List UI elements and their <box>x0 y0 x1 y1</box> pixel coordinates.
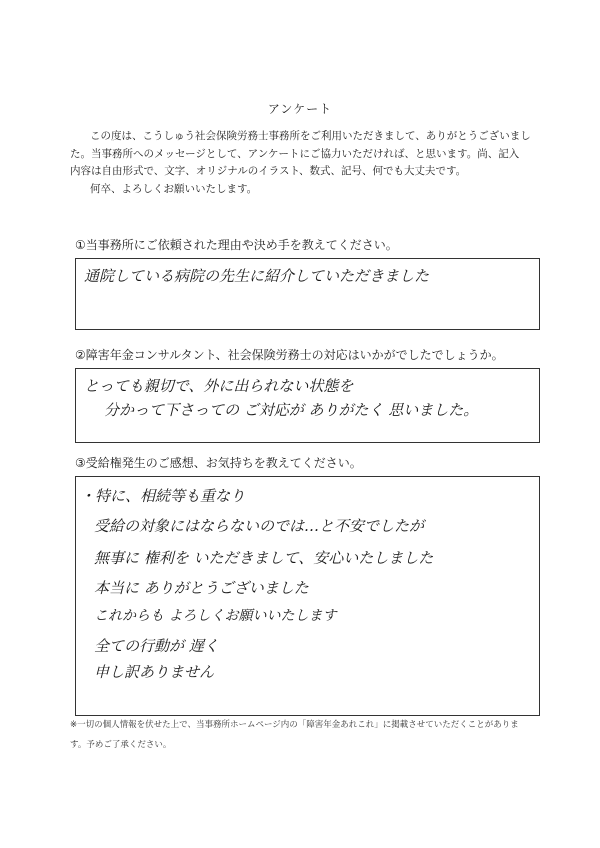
footer-note-line: ※一切の個人情報を伏せた上で、当事務所ホームページ内の「障害年金あれこれ」に掲載させていただくことがありま <box>70 720 519 730</box>
answer-3-line: 全ての行動が 遅く <box>94 637 219 655</box>
answer-1-line: 通院している病院の先生に紹介していただきました <box>84 267 430 285</box>
answer-2-line: 分かって下さっての ご対応が ありがたく 思いました。 <box>104 401 479 419</box>
intro-line: た。当事務所へのメッセージとして、アンケートにご協力いただければ、と思います。尚、記入 <box>70 147 520 160</box>
answer-3-line: 本当に ありがとうございました <box>94 579 309 597</box>
answer-1-box <box>75 258 540 330</box>
page-title: アンケート <box>267 102 333 116</box>
intro-line: この度は、こうしゅう社会保険労務士事務所をご利用いただきまして、ありがとうございまし <box>90 130 531 142</box>
intro-line: 内容は自由形式で、文字、オリジナルのイラスト、数式、記号、何でも大丈夫です。 <box>70 165 467 177</box>
question-1-label: ①当事務所にご依頼された理由や決め手を教えてください。 <box>75 238 398 252</box>
answer-3-line: ・特に、相続等も重なり <box>80 487 246 505</box>
answer-3-line: 無事に 権利を いただきまして、安心いたしました <box>94 549 434 567</box>
answer-3-line: 受給の対象にはならないのでは…と不安でしたが <box>94 517 425 535</box>
answer-3-line: これからも よろしくお願いいたします <box>94 608 337 624</box>
answer-3-box <box>75 476 540 716</box>
answer-2-line: とっても親切で、外に出られない状態を <box>84 377 354 395</box>
question-2-label: ②障害年金コンサルタント、社会保険労務士の対応はいかがでしたでしょうか。 <box>75 348 504 362</box>
answer-2-box <box>75 368 540 443</box>
answer-3-line: 申し訳ありません <box>94 663 215 681</box>
footer-note-line: す。予めご了承ください。 <box>70 740 172 750</box>
question-3-label: ③受給権発生のご感想、お気持ちを教えてください。 <box>75 456 362 470</box>
intro-text <box>70 128 540 198</box>
intro-line: 何卒、よろしくお願いいたします。 <box>90 182 258 195</box>
